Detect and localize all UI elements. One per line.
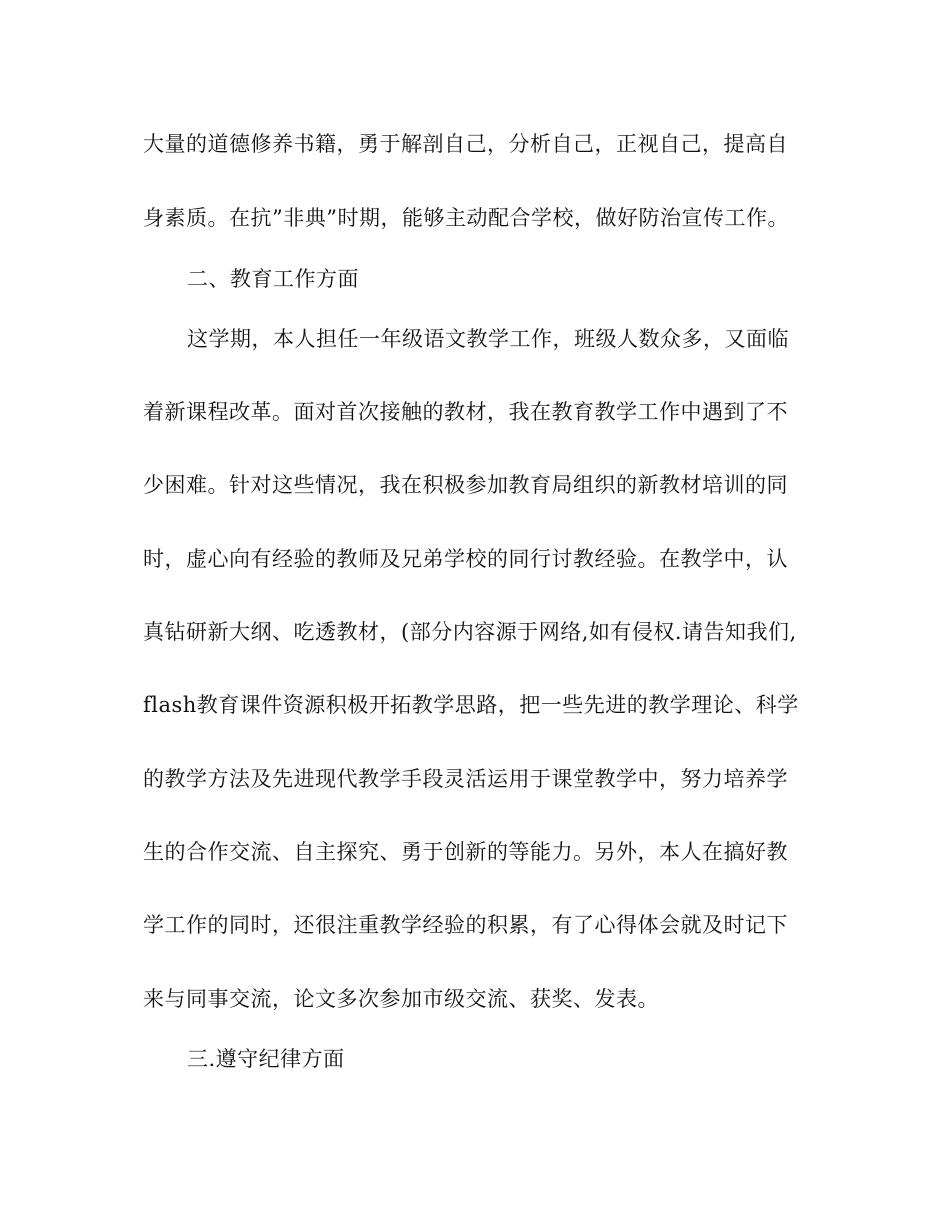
body-line-10: 生的合作交流、自主探究、勇于创新的等能力。另外，本人在搞好教 (143, 840, 788, 864)
body-line-6: 时，虚心向有经验的教师及兄弟学校的同行讨教经验。在教学中，认 (143, 547, 788, 571)
body-line-11: 学工作的同时，还很注重教学经验的积累，有了心得体会就及时记下 (143, 913, 788, 937)
section-heading-education: 二、教育工作方面 (187, 267, 359, 291)
section-heading-discipline: 三.遵守纪律方面 (187, 1047, 345, 1071)
body-line-5: 少困难。针对这些情况，我在积极参加教育局组织的新教材培训的同 (143, 473, 788, 497)
body-line-7: 真钻研新大纲、吃透教材，(部分内容源于网络,如有侵权.请告知我们, (143, 620, 797, 644)
body-line-12: 来与同事交流，论文多次参加市级交流、获奖、发表。 (143, 987, 659, 1011)
body-line-8: flash教育课件资源积极开拓教学思路，把一些先进的教学理论、科学 (143, 693, 799, 717)
body-line-2: 身素质。在抗”非典”时期，能够主动配合学校，做好防治宣传工作。 (143, 206, 789, 230)
body-line-3: 这学期，本人担任一年级语文教学工作，班级人数众多，又面临 (187, 327, 789, 351)
body-line-4: 着新课程改革。面对首次接触的教材，我在教育教学工作中遇到了不 (143, 400, 788, 424)
body-line-1: 大量的道德修养书籍，勇于解剖自己，分析自己，正视自己，提高自 (143, 132, 788, 156)
body-line-9: 的教学方法及先进现代教学手段灵活运用于课堂教学中，努力培养学 (143, 767, 788, 791)
